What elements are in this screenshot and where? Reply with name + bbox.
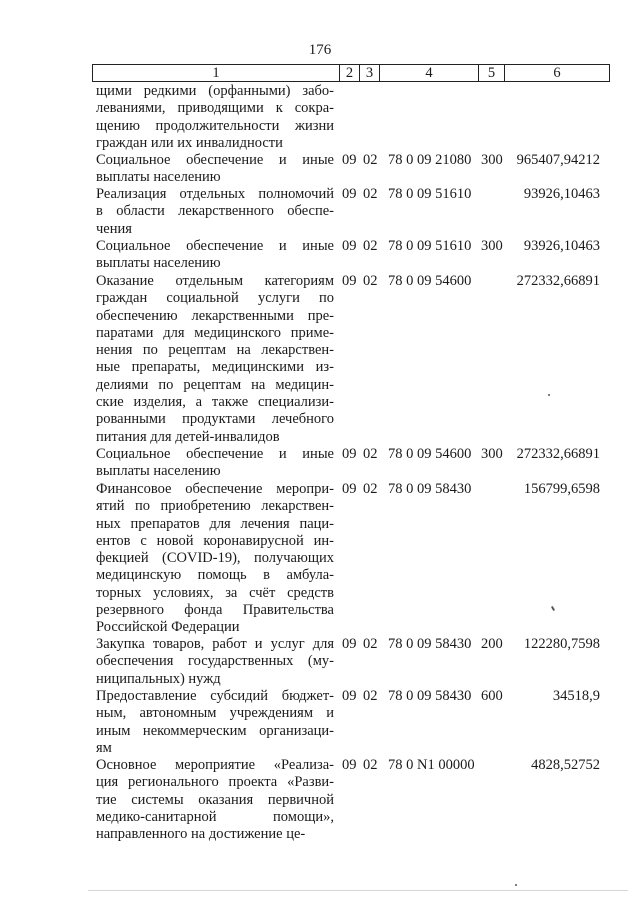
row-description: Закупка товаров, работ и услуг для обеспечения государственных (му- ниципальных) нужд xyxy=(96,636,334,687)
row-target-code: 78 0 09 51610 xyxy=(388,238,472,254)
row-subsection: 02 xyxy=(363,446,378,462)
row-expense-type: 300 xyxy=(481,152,503,168)
row-target-code: 78 0 09 58430 xyxy=(388,688,472,704)
row-description: щими редкими (орфанными) забо- леваниями, приводящими к сокра- щению продолжительности жизни граждан или их инвалидности xyxy=(96,83,334,151)
scan-edge xyxy=(88,890,628,891)
row-section: 09 xyxy=(342,688,357,704)
row-description: Социальное обеспечение и иные выплаты населению xyxy=(96,152,334,186)
row-section: 09 xyxy=(342,186,357,202)
row-amount: 965407,94212 xyxy=(516,152,600,168)
header-col-5: 5 xyxy=(479,65,505,82)
scan-speck xyxy=(548,394,550,396)
row-description: Социальное обеспечение и иные выплаты населению xyxy=(96,446,334,480)
row-section: 09 xyxy=(342,757,357,773)
row-subsection: 02 xyxy=(363,757,378,773)
row-target-code: 78 0 09 54600 xyxy=(388,273,472,289)
header-col-2: 2 xyxy=(340,65,360,82)
row-amount: 272332,66891 xyxy=(516,446,600,462)
row-target-code: 78 0 09 58430 xyxy=(388,481,472,497)
row-description: Социальное обеспечение и иные выплаты населению xyxy=(96,238,334,272)
header-col-4: 4 xyxy=(380,65,479,82)
row-subsection: 02 xyxy=(363,481,378,497)
header-col-6: 6 xyxy=(505,65,610,82)
row-target-code: 78 0 09 58430 xyxy=(388,636,472,652)
row-subsection: 02 xyxy=(363,636,378,652)
row-amount: 93926,10463 xyxy=(523,186,600,202)
row-expense-type: 600 xyxy=(481,688,503,704)
row-subsection: 02 xyxy=(363,273,378,289)
row-expense-type: 200 xyxy=(481,636,503,652)
row-subsection: 02 xyxy=(363,152,378,168)
row-section: 09 xyxy=(342,481,357,497)
row-subsection: 02 xyxy=(363,238,378,254)
row-amount: 4828,52752 xyxy=(531,757,600,773)
row-amount: 156799,6598 xyxy=(523,481,600,497)
row-amount: 272332,66891 xyxy=(516,273,600,289)
row-description: Предоставление субсидий бюджет- ным, автономным учреждениям и иным некоммерческим организаци- ям xyxy=(96,688,334,756)
row-description: Основное мероприятие «Реализа- ция регионального проекта «Разви- тие системы оказания первичной медико-санитарной помощи», направленного на достижение це- xyxy=(96,757,334,843)
row-section: 09 xyxy=(342,446,357,462)
row-subsection: 02 xyxy=(363,688,378,704)
row-description: Реализация отдельных полномочий в области лекарственного обеспе- чения xyxy=(96,186,334,237)
row-expense-type: 300 xyxy=(481,446,503,462)
row-section: 09 xyxy=(342,152,357,168)
row-amount: 34518,9 xyxy=(552,688,600,704)
header-col-3: 3 xyxy=(360,65,380,82)
row-section: 09 xyxy=(342,273,357,289)
scan-speck xyxy=(515,884,517,886)
row-subsection: 02 xyxy=(363,186,378,202)
row-target-code: 78 0 09 51610 xyxy=(388,186,472,202)
header-col-1: 1 xyxy=(93,65,340,82)
row-amount: 93926,10463 xyxy=(523,238,600,254)
row-amount: 122280,7598 xyxy=(523,636,600,652)
row-target-code: 78 0 N1 00000 xyxy=(388,757,475,773)
row-expense-type: 300 xyxy=(481,238,503,254)
row-section: 09 xyxy=(342,238,357,254)
page-number: 176 xyxy=(308,42,332,58)
row-description: Оказание отдельным категориям граждан социальной услуги по обеспечению лекарственными пре- паратами для медицинского приме- нения по рецептам на лекарствен- ные препараты, медицинскими из- делиями по рецептам на медицин- ские изделия, а также специализи- рованными продуктами лечебного питания для детей-инвалидов xyxy=(96,273,334,445)
row-target-code: 78 0 09 54600 xyxy=(388,446,472,462)
row-description: Финансовое обеспечение меропри- ятий по приобретению лекарствен- ных препаратов для лечения паци- ентов с новой коронавирусной ин- фекцией (COVID-19), получающих медицинскую помощь в амбула- торных условиях, за счёт средств резервного фонда Правительства Российской Федерации xyxy=(96,481,334,636)
row-section: 09 xyxy=(342,636,357,652)
row-target-code: 78 0 09 21080 xyxy=(388,152,472,168)
